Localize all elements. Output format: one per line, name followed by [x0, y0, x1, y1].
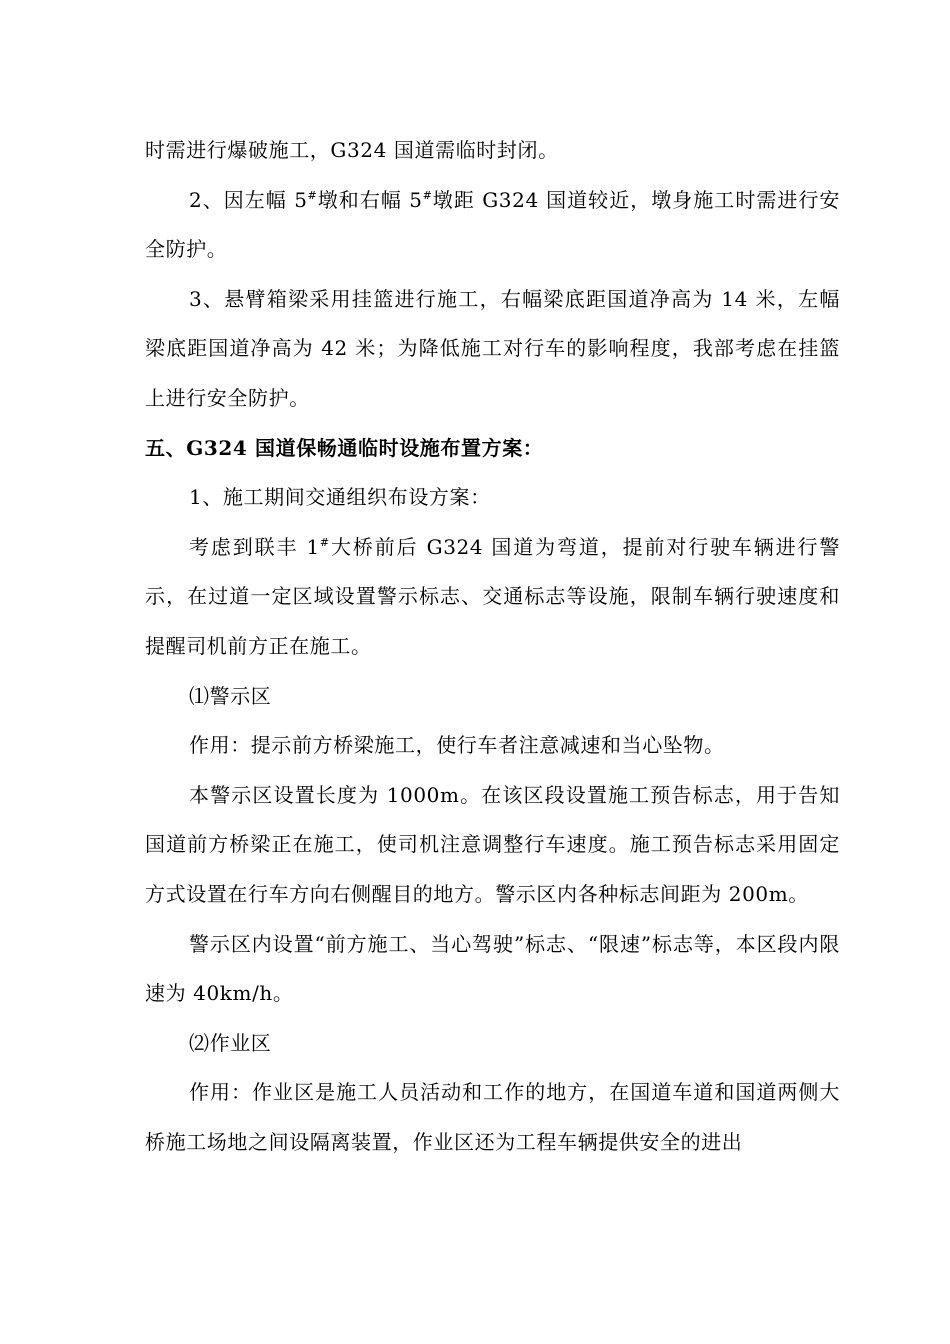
subsection-label	[145, 672, 840, 722]
paragraph-text: 2、因左幅 5	[189, 187, 308, 212]
subsection-label-text: ⑴警示区	[189, 683, 272, 708]
paragraph-text: 警示区内设置“前方施工、当心驾驶”标志、“限速”标志等，本区段内限速为 40km/h。	[145, 931, 840, 1006]
paragraph-text: 3、悬臂箱梁采用挂篮进行施工，右幅梁底距国道净高为 14 米，左幅梁底距国道净高为 42 米；为降低施工对行车的影响程度，我部考虑在挂篮上进行安全防护。	[145, 286, 840, 410]
paragraph-text: 时需进行爆破施工，G324 国道需临时封闭。	[145, 138, 559, 162]
section-heading	[145, 424, 840, 474]
paragraph	[145, 721, 840, 771]
paragraph	[145, 126, 840, 176]
paragraph-text: 作用：作业区是施工人员活动和工作的地方，在国道车道和国道两侧大桥施工场地之间设隔离装置，作业区还为工程车辆提供安全的进出	[145, 1080, 840, 1154]
paragraph	[145, 771, 840, 920]
paragraph-text: 1、施工期间交通组织布设方案：	[189, 485, 491, 510]
paragraph-text: 墩和右幅 5	[317, 187, 423, 212]
body-text	[145, 126, 840, 1167]
superscript-mark: #	[422, 188, 433, 202]
paragraph-text: 墩距 G324 国道较近，墩身施工时需进行安全防护。	[145, 187, 840, 262]
paragraph	[145, 176, 840, 275]
paragraph	[145, 473, 840, 523]
section-heading-text: 五、G324 国道保畅通临时设施布置方案：	[145, 435, 544, 460]
paragraph	[145, 920, 840, 1019]
paragraph	[145, 1068, 840, 1167]
paragraph-text: 本警示区设置长度为 1000m。在该区段设置施工预告标志，用于告知国道前方桥梁正在施工，使司机注意调整行车速度。施工预告标志采用固定方式设置在行车方向右侧醒目的地方。警示区内各种标志间距为 200m。	[145, 782, 840, 906]
paragraph	[145, 275, 840, 424]
superscript-mark: #	[319, 535, 330, 549]
paragraph-text: 大桥前后 G324 国道为弯道，提前对行驶车辆进行警示，在过道一定区域设置警示标志、交通标志等设施，限制车辆行驶速度和提醒司机前方正在施工。	[145, 534, 840, 658]
superscript-mark: #	[307, 188, 318, 202]
subsection-label-text: ⑵作业区	[189, 1030, 272, 1055]
paragraph-text: 考虑到联丰 1	[189, 534, 320, 559]
subsection-label	[145, 1019, 840, 1069]
paragraph-text: 作用：提示前方桥梁施工，使行车者注意减速和当心坠物。	[189, 733, 725, 758]
paragraph	[145, 523, 840, 672]
